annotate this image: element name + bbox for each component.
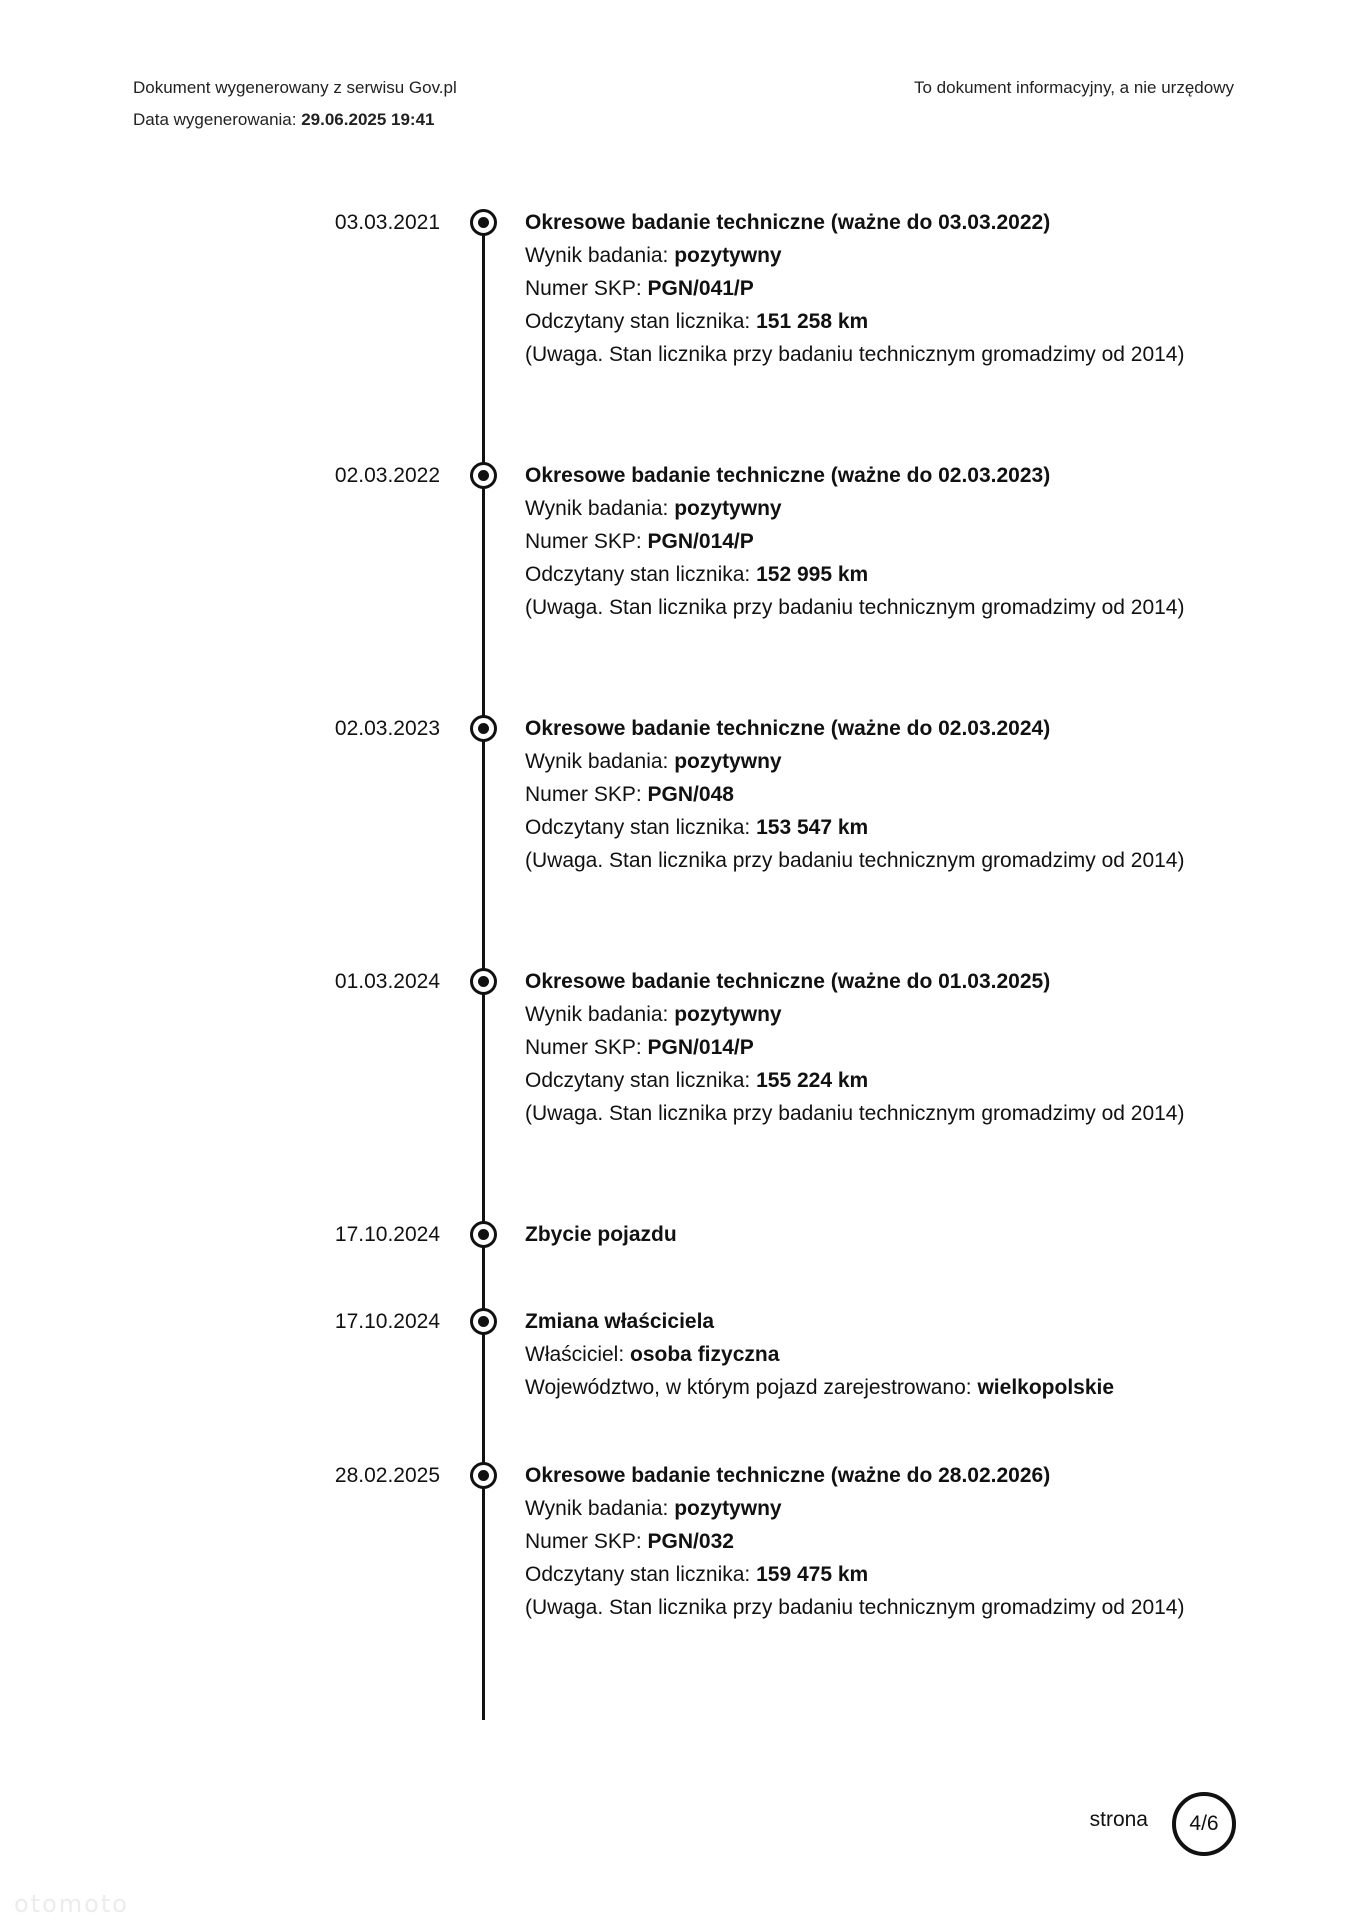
- timeline-dot-icon: [470, 1221, 497, 1248]
- timeline-dot-icon: [470, 209, 497, 236]
- event-title: Okresowe badanie techniczne (ważne do 02.03.2023): [525, 464, 1051, 487]
- event-date: 02.03.2023: [334, 717, 440, 740]
- event-date: 17.10.2024: [334, 1310, 440, 1333]
- event-result: Wynik badania: pozytywny: [525, 1497, 782, 1520]
- header-disclaimer: To dokument informacyjny, a nie urzędowy: [913, 78, 1234, 97]
- watermark: otomoto: [14, 1890, 129, 1918]
- header-source: Dokument wygenerowany z serwisu Gov.pl: [133, 78, 457, 97]
- event-note: (Uwaga. Stan licznika przy badaniu technicznym gromadzimy od 2014): [525, 1596, 1185, 1619]
- event-date: 02.03.2022: [334, 464, 440, 487]
- page-number: 4/6: [1172, 1792, 1236, 1856]
- event-odometer: Odczytany stan licznika: 159 475 km: [525, 1563, 869, 1586]
- event-skp: Numer SKP: PGN/014/P: [525, 530, 754, 553]
- event-title: Okresowe badanie techniczne (ważne do 01.03.2025): [525, 970, 1051, 993]
- event-date: 28.02.2025: [334, 1464, 440, 1487]
- page-label: strona: [1089, 1808, 1148, 1831]
- event-voivodeship: Województwo, w którym pojazd zarejestrowano: wielkopolskie: [525, 1376, 1115, 1399]
- event-note: (Uwaga. Stan licznika przy badaniu technicznym gromadzimy od 2014): [525, 849, 1185, 872]
- timeline-dot-icon: [470, 715, 497, 742]
- timeline-dot-icon: [470, 1462, 497, 1489]
- event-title: Okresowe badanie techniczne (ważne do 28.02.2026): [525, 1464, 1051, 1487]
- event-note: (Uwaga. Stan licznika przy badaniu technicznym gromadzimy od 2014): [525, 343, 1185, 366]
- event-title: Zmiana właściciela: [525, 1310, 715, 1333]
- event-date: 01.03.2024: [334, 970, 440, 993]
- event-skp: Numer SKP: PGN/048: [525, 783, 734, 806]
- event-date: 03.03.2021: [334, 211, 440, 234]
- event-title: Zbycie pojazdu: [525, 1223, 677, 1246]
- event-note: (Uwaga. Stan licznika przy badaniu technicznym gromadzimy od 2014): [525, 1102, 1185, 1125]
- event-skp: Numer SKP: PGN/041/P: [525, 277, 754, 300]
- event-skp: Numer SKP: PGN/032: [525, 1530, 734, 1553]
- event-owner: Właściciel: osoba fizyczna: [525, 1343, 780, 1366]
- event-odometer: Odczytany stan licznika: 153 547 km: [525, 816, 869, 839]
- event-odometer: Odczytany stan licznika: 152 995 km: [525, 563, 869, 586]
- event-result: Wynik badania: pozytywny: [525, 497, 782, 520]
- event-date: 17.10.2024: [334, 1223, 440, 1246]
- event-result: Wynik badania: pozytywny: [525, 750, 782, 773]
- event-result: Wynik badania: pozytywny: [525, 244, 782, 267]
- event-result: Wynik badania: pozytywny: [525, 1003, 782, 1026]
- event-title: Okresowe badanie techniczne (ważne do 03.03.2022): [525, 211, 1051, 234]
- event-title: Okresowe badanie techniczne (ważne do 02.03.2024): [525, 717, 1051, 740]
- event-skp: Numer SKP: PGN/014/P: [525, 1036, 754, 1059]
- event-odometer: Odczytany stan licznika: 151 258 km: [525, 310, 869, 333]
- timeline-dot-icon: [470, 1308, 497, 1335]
- generation-date-value: 29.06.2025 19:41: [301, 110, 435, 129]
- timeline-dot-icon: [470, 462, 497, 489]
- timeline-dot-icon: [470, 968, 497, 995]
- event-odometer: Odczytany stan licznika: 155 224 km: [525, 1069, 869, 1092]
- header-generation-date: Data wygenerowania: 29.06.2025 19:41: [133, 110, 435, 129]
- event-note: (Uwaga. Stan licznika przy badaniu technicznym gromadzimy od 2014): [525, 596, 1185, 619]
